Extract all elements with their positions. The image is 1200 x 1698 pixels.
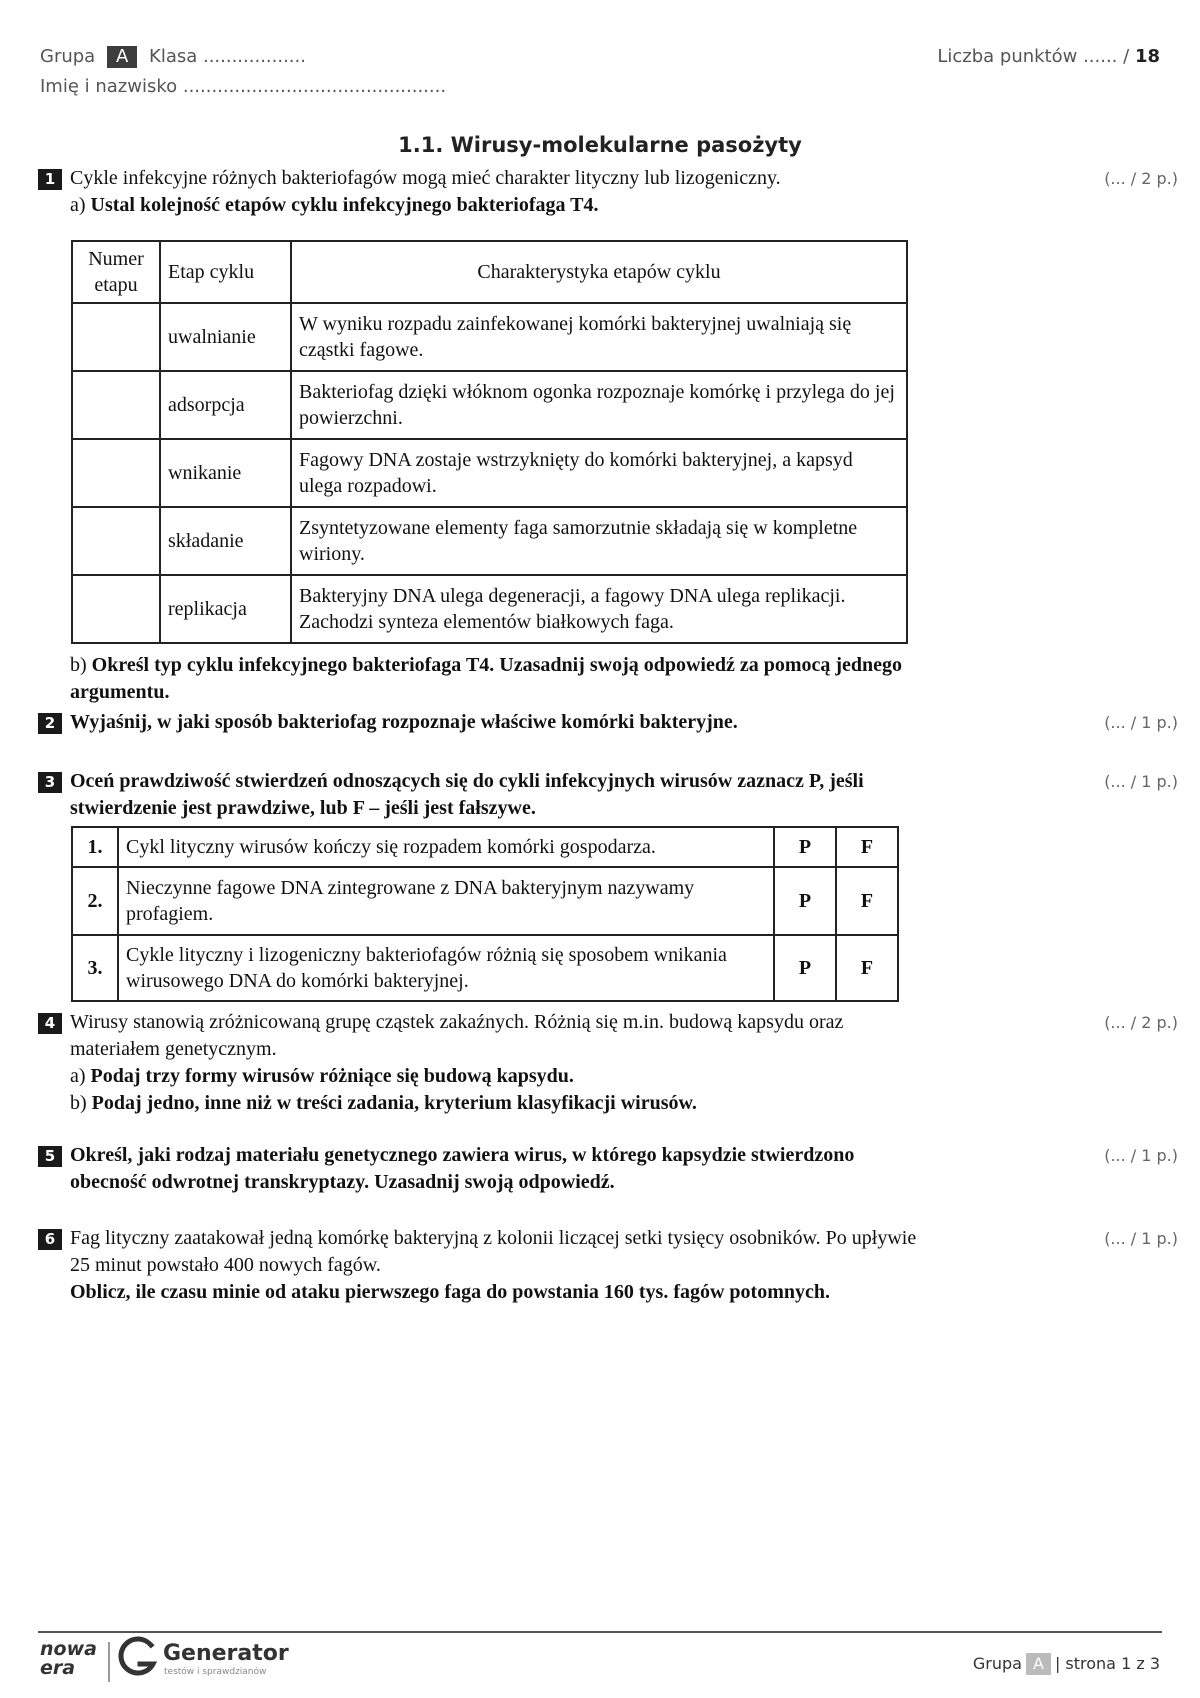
page-info bbox=[973, 1653, 1160, 1675]
task-4 bbox=[38, 1009, 1178, 1117]
task-points: (... / 1 p.) bbox=[1104, 713, 1178, 732]
points-summary bbox=[937, 46, 1160, 67]
true-option[interactable]: P bbox=[774, 935, 836, 1001]
points-max: 18 bbox=[1134, 46, 1160, 67]
task-question: Oblicz, ile czasu minie od ataku pierwszego faga do powstania 160 tys. fagów potomnych. bbox=[70, 1281, 830, 1303]
task-part-a bbox=[70, 1063, 930, 1090]
stage-desc: Fagowy DNA zostaje wstrzyknięty do komórki bakteryjnej, a kapsyd ulega rozpadowi. bbox=[291, 439, 907, 507]
name-label: Imię i nazwisko .............................................. bbox=[40, 76, 447, 97]
generator-logo-text: Generator bbox=[163, 1641, 289, 1666]
part-a-prefix: a) bbox=[70, 194, 91, 216]
task-intro: Wirusy stanowią zróżnicowaną grupę cząstek zakaźnych. Różnią się m.in. budową kapsydu oraz materiałem genetycznym. bbox=[70, 1011, 844, 1060]
part-a-prefix: a) bbox=[70, 1065, 91, 1087]
stage-name: replikacja bbox=[160, 575, 291, 643]
task-number: 3 bbox=[38, 772, 62, 793]
table-row bbox=[72, 575, 907, 643]
part-a-text: Podaj trzy formy wirusów różniące się budową kapsydu. bbox=[90, 1065, 574, 1087]
stage-desc: Zsyntetyzowane elementy faga samorzutnie składają się w kompletne wiriony. bbox=[291, 507, 907, 575]
row-number: 3. bbox=[72, 935, 118, 1001]
task-3 bbox=[38, 768, 1178, 822]
task-points: (... / 2 p.) bbox=[1104, 1013, 1178, 1032]
table-row bbox=[72, 439, 907, 507]
task-5 bbox=[38, 1142, 1178, 1196]
task-number: 6 bbox=[38, 1229, 62, 1250]
stage-desc: Bakteriofag dzięki włóknom ogonka rozpoznaje komórkę i przylega do jej powierzchni. bbox=[291, 371, 907, 439]
stage-number-cell[interactable] bbox=[72, 575, 160, 643]
stage-desc: W wyniku rozpadu zainfekowanej komórki bakteryjnej uwalniają się cząstki fagowe. bbox=[291, 303, 907, 371]
table-row bbox=[72, 371, 907, 439]
false-option[interactable]: F bbox=[836, 867, 898, 935]
class-label: Klasa .................. bbox=[149, 46, 306, 67]
task-text: Określ, jaki rodzaj materiału genetycznego zawiera wirus, w którego kapsydzie stwierdzono obecność odwrotnej transkryptazy. Uzasadnij swoją odpowiedź. bbox=[70, 1144, 855, 1193]
true-false-table bbox=[71, 826, 899, 1002]
task-2 bbox=[38, 709, 1178, 736]
table-header-row bbox=[72, 241, 907, 303]
part-b-prefix: b) bbox=[70, 654, 92, 676]
stage-number-cell[interactable] bbox=[72, 507, 160, 575]
statement: Cykl lityczny wirusów kończy się rozpadem komórki gospodarza. bbox=[118, 827, 774, 867]
task-part-a bbox=[70, 192, 930, 219]
stage-name: adsorpcja bbox=[160, 371, 291, 439]
false-option[interactable]: F bbox=[836, 935, 898, 1001]
group-badge: A bbox=[107, 46, 137, 68]
part-b-text: Podaj jedno, inne niż w treści zadania, kryterium klasyfikacji wirusów. bbox=[91, 1092, 697, 1114]
row-number: 2. bbox=[72, 867, 118, 935]
true-option[interactable]: P bbox=[774, 827, 836, 867]
page-number: | strona 1 z 3 bbox=[1054, 1654, 1160, 1673]
part-b-prefix: b) bbox=[70, 1092, 92, 1114]
table-row bbox=[72, 867, 898, 935]
task-1-part-b bbox=[38, 652, 1178, 706]
task-text: Oceń prawdziwość stwierdzeń odnoszących się do cykli infekcyjnych wirusów zaznacz P, jeśli stwierdzenie jest prawdziwe, lub F – jeśli jest fałszywe. bbox=[70, 770, 864, 819]
task-1 bbox=[38, 165, 1178, 219]
logo-separator bbox=[108, 1642, 110, 1682]
false-option[interactable]: F bbox=[836, 827, 898, 867]
footer-group-badge: A bbox=[1026, 1653, 1051, 1675]
table-row bbox=[72, 507, 907, 575]
task-number: 1 bbox=[38, 169, 62, 190]
task-number: 4 bbox=[38, 1013, 62, 1034]
part-a-text: Ustal kolejność etapów cyklu infekcyjnego bakteriofaga T4. bbox=[90, 194, 599, 216]
table-row bbox=[72, 935, 898, 1001]
task-part-b bbox=[70, 1090, 930, 1117]
task-points: (... / 1 p.) bbox=[1104, 1229, 1178, 1248]
row-number: 1. bbox=[72, 827, 118, 867]
table-row bbox=[72, 303, 907, 371]
stage-name: uwalnianie bbox=[160, 303, 291, 371]
header-cell: Numer etapu bbox=[72, 241, 160, 303]
task-number: 5 bbox=[38, 1146, 62, 1167]
stage-name: składanie bbox=[160, 507, 291, 575]
true-option[interactable]: P bbox=[774, 867, 836, 935]
page-title: 1.1. Wirusy-molekularne pasożyty bbox=[398, 133, 802, 157]
nowa-era-logo bbox=[40, 1640, 97, 1678]
stages-table bbox=[71, 240, 908, 644]
task-number: 2 bbox=[38, 713, 62, 734]
stage-number-cell[interactable] bbox=[72, 439, 160, 507]
stage-number-cell[interactable] bbox=[72, 303, 160, 371]
task-intro: Cykle infekcyjne różnych bakteriofagów mogą mieć charakter lityczny lub lizogeniczny. bbox=[70, 167, 781, 189]
header-group-line bbox=[40, 46, 306, 68]
logo-line-2: era bbox=[40, 1657, 76, 1679]
statement: Cykle lityczny i lizogeniczny bakteriofagów różnią się sposobem wnikania wirusowego DNA do komórki bakteryjnej. bbox=[118, 935, 774, 1001]
footer-divider bbox=[38, 1631, 1162, 1633]
task-text: Wyjaśnij, w jaki sposób bakteriofag rozpoznaje właściwe komórki bakteryjne. bbox=[70, 711, 738, 733]
statement: Nieczynne fagowe DNA zintegrowane z DNA bakteryjnym nazywamy profagiem. bbox=[118, 867, 774, 935]
generator-logo-subtitle: testów i sprawdzianów bbox=[164, 1667, 267, 1677]
task-points: (... / 1 p.) bbox=[1104, 1146, 1178, 1165]
points-label: Liczba punktów ...... / bbox=[937, 46, 1130, 67]
part-b-text: Określ typ cyklu infekcyjnego bakteriofaga T4. Uzasadnij swoją odpowiedź za pomocą jednego argumentu. bbox=[70, 654, 903, 703]
logo-line-1: nowa bbox=[40, 1638, 97, 1660]
task-intro: Fag lityczny zaatakował jedną komórkę bakteryjną z kolonii liczącej setki tysięcy osobników. Po upływie 25 minut powstało 400 nowych fagów. bbox=[70, 1227, 917, 1276]
stage-name: wnikanie bbox=[160, 439, 291, 507]
stage-desc: Bakteryjny DNA ulega degeneracji, a fagowy DNA ulega replikacji. Zachodzi synteza elementów białkowych faga. bbox=[291, 575, 907, 643]
group-label: Grupa bbox=[40, 46, 96, 67]
footer-group-label: Grupa bbox=[972, 1654, 1022, 1673]
stage-number-cell[interactable] bbox=[72, 371, 160, 439]
task-6 bbox=[38, 1225, 1178, 1306]
task-points: (... / 2 p.) bbox=[1104, 169, 1178, 188]
header-cell: Charakterystyka etapów cyklu bbox=[291, 241, 907, 303]
header-cell: Etap cyklu bbox=[160, 241, 291, 303]
table-row bbox=[72, 827, 898, 867]
generator-g-icon bbox=[118, 1636, 158, 1680]
task-points: (... / 1 p.) bbox=[1104, 772, 1178, 791]
